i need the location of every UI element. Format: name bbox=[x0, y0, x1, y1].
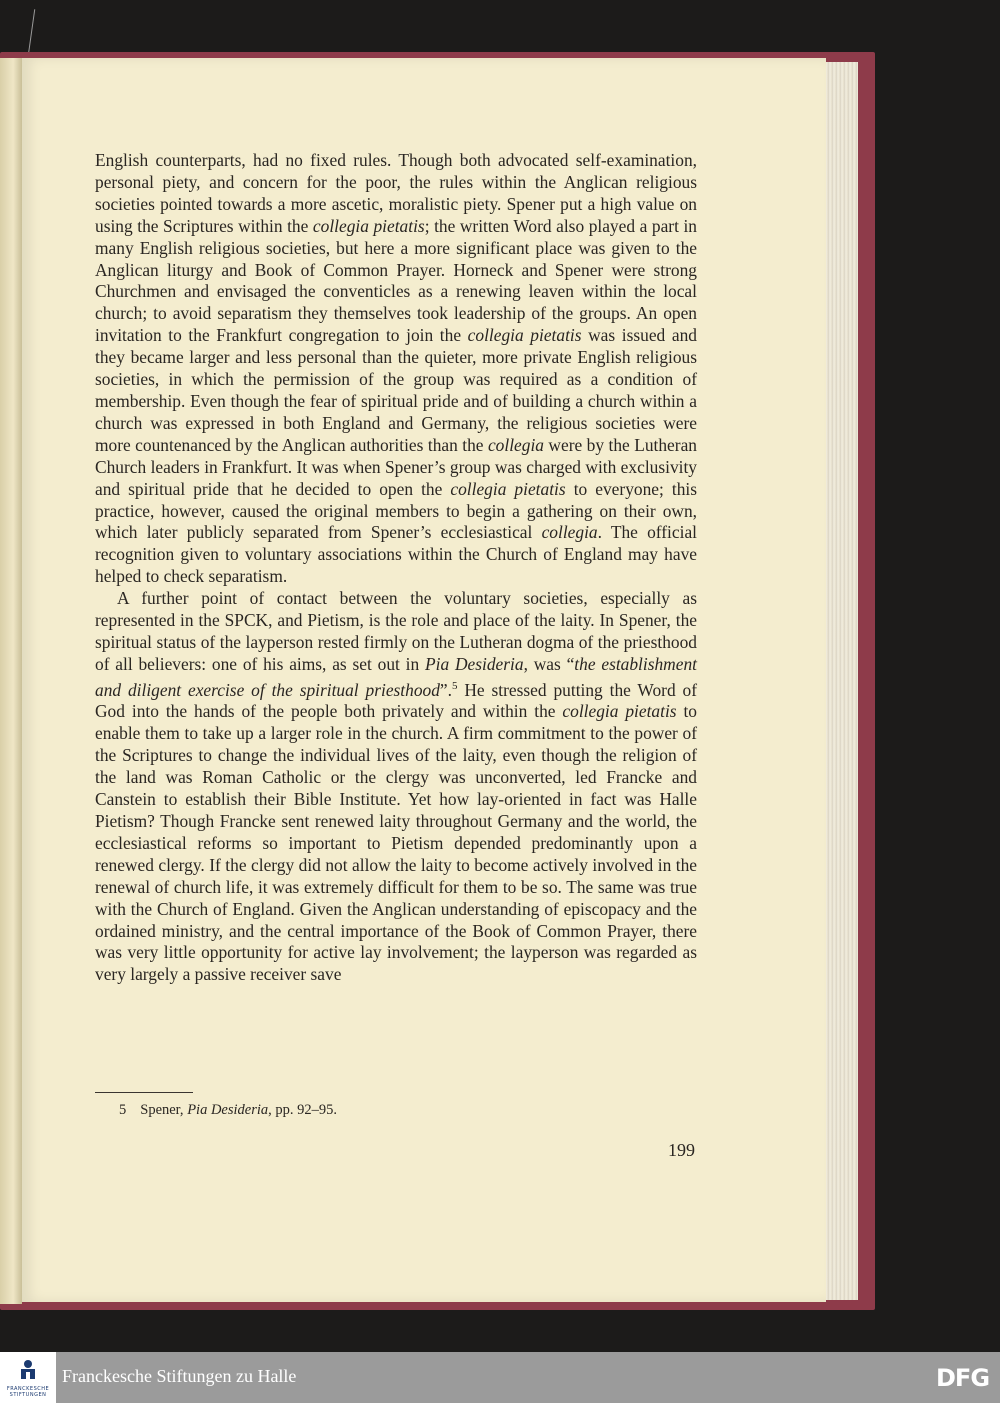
italic-span: collegia pietatis bbox=[562, 701, 677, 722]
footnote-number: 5 bbox=[119, 1102, 127, 1118]
text-span: , was “ bbox=[523, 653, 575, 674]
franckesche-logo[interactable] bbox=[0, 1352, 56, 1403]
italic-span: collegia bbox=[541, 522, 598, 543]
text-span: to everyone; this practice, however, caused the original members to begin a gathering on their own, which later publicly separated from Spener’s ecclesiastical bbox=[95, 478, 698, 543]
text-span: ; the written Word also played a part in many English religious societies, but here a more significant place was given to the Anglican liturgy and Book of Common Prayer. Horneck and Spener were strong Churchmen and envisaged the conventicles as a renewing leaven within the local church; to avoid separatism they themselves took leadership of the groups. An open invitation to the Frankfurt congregation to join the bbox=[95, 215, 697, 346]
footer-bar bbox=[0, 1352, 1000, 1403]
paragraph-1 bbox=[95, 150, 697, 588]
italic-span: collegia pietatis bbox=[467, 325, 582, 346]
text-span: to enable them to take up a larger role in the church. A firm commitment to the power of the Scriptures to change the individual lives of the laity, even though the religion of the land was Roman Catholic or the clergy was unconverted, led Francke and Canstein to establish their Bible Institute. Yet how lay-oriented in fact was Halle Pietism? Though Francke sent renewed laity throughout Germany and the world, the ecclesiastical reforms so important to Pietism depended predominantly upon a renewed clergy. If the clergy did not allow the laity to become actively involved in the renewal of church life, it was extremely difficult for them to be so. The same was true with the Church of England. Given the Anglican understanding of episcopacy and the ordained ministry, and the central importance of the Book of Common Prayer, there was very little opportunity for active lay involvement; the layperson was regarded as very largely a passive receiver save bbox=[95, 701, 698, 985]
italic-span: the establishment and diligent exercise of the spiritual priesthood bbox=[95, 653, 697, 700]
text-span: were by the Lutheran Church leaders in Frankfurt. It was when Spener’s group was charged with exclusivity and spiritual pride that he decided to open the bbox=[95, 434, 697, 499]
italic-span: collegia pietatis bbox=[450, 478, 566, 499]
footnote-rule bbox=[95, 1092, 193, 1093]
logo-text: FRANCKESCHE STIFTUNGEN bbox=[6, 1386, 50, 1398]
text-span: Spener, bbox=[140, 1102, 188, 1118]
text-span: He stressed putting the Word of God into the hands of the people both privately and within the bbox=[95, 679, 697, 722]
italic-span: collegia bbox=[487, 434, 544, 455]
footnote-text bbox=[140, 1102, 337, 1118]
text-span: English counterparts, had no fixed rules. Though both advocated self-examination, personal piety, and concern for the poor, the rules within the Anglican religious societies pointed towards a more ascetic, moralistic piety. Spener put a high value on using the Scriptures within the bbox=[95, 150, 697, 236]
footnote-ref: 5 bbox=[452, 679, 458, 692]
italic-span: Pia Desideria bbox=[187, 1102, 269, 1118]
footnote bbox=[119, 1102, 337, 1119]
italic-span: collegia pietatis bbox=[312, 215, 425, 236]
text-span: A further point of contact between the voluntary societies, especially as represented in the SPCK, and Pietism, is the role and place of the laity. In Spener, the spiritual status of the layperson rested firmly on the Lutheran dogma of the priesthood of all believers: one of his aims, as set out in bbox=[95, 588, 697, 674]
paragraph-2 bbox=[95, 588, 697, 986]
text-span: was issued and they became larger and less personal than the quieter, more private English religious societies, in which the permission of the group was required as a condition of membership. Even though the fear of spiritual pride and of building a church within a church was expressed in both England and Germany, the religious societies were more countenanced by the Anglican authorities than the bbox=[95, 325, 697, 455]
dfg-logo[interactable]: DFG bbox=[936, 1364, 990, 1392]
text-span: , pp. 92–95. bbox=[268, 1102, 338, 1118]
text-span: ”. bbox=[439, 679, 452, 700]
institution-name[interactable]: Franckesche Stiftungen zu Halle bbox=[62, 1366, 297, 1386]
italic-span: Pia Desideria bbox=[425, 653, 524, 674]
text-span: . The official recognition given to voluntary associations within the Church of England may have helped to check separatism. bbox=[95, 522, 697, 587]
body-text bbox=[95, 150, 697, 986]
page-number: 199 bbox=[668, 1140, 695, 1160]
left-page-edge bbox=[0, 58, 22, 1304]
sun-emblem-icon bbox=[16, 1358, 40, 1380]
